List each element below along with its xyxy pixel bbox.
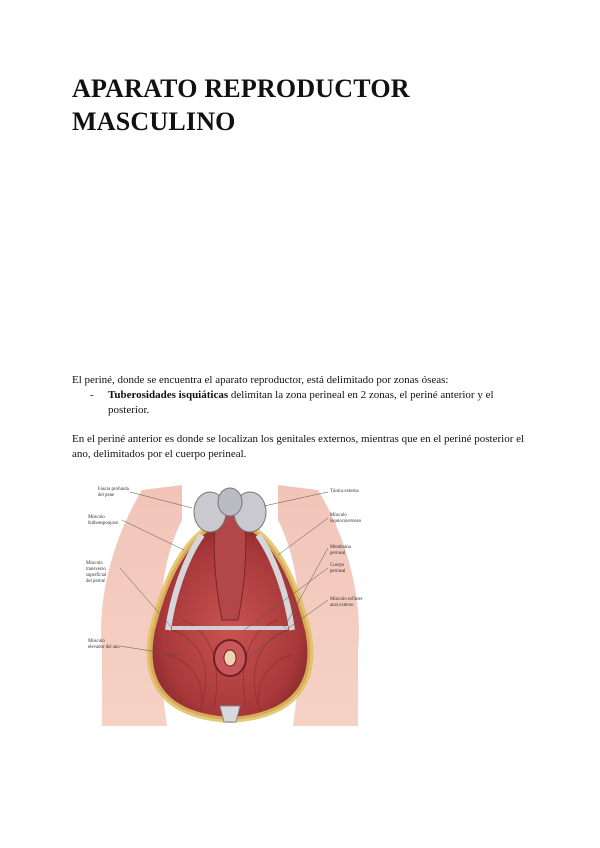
label-isquiocavernoso: Músculo isquiocavernoso <box>330 513 362 524</box>
paragraph-perine-anterior: En el periné anterior es donde se localizan los genitales externos, mientras que en el periné posterior el ano, delimitados por el cuerpo perineal. <box>72 433 525 460</box>
bullet-body: delimitan la zona perineal en 2 zonas, el periné anterior y el posterior. <box>108 389 494 416</box>
page-title <box>72 72 410 138</box>
label-transverso-superficial: Músculo transverso superficial del periné <box>86 561 107 584</box>
coccyx <box>220 706 240 722</box>
label-bulboesponjoso: Músculo bulboesponjoso <box>88 515 119 526</box>
bullet-dash: - <box>90 389 94 401</box>
label-fascia-profunda: Fascia profunda del pene <box>98 487 129 498</box>
label-elevador-ano: Músculo elevador del ano <box>88 639 120 650</box>
label-esfinter-anal: Músculo esfínter anal externo <box>330 597 363 608</box>
penile-fascia <box>218 488 242 516</box>
anal-canal <box>224 650 236 666</box>
anatomy-illustration <box>72 480 388 726</box>
bullet-bold-term: Tuberosidades isquiáticas <box>108 389 229 401</box>
bullet-text <box>108 388 530 418</box>
title-line-1: APARATO REPRODUCTOR <box>72 74 410 103</box>
perineum-anatomy-drawing <box>72 480 388 726</box>
list-item-tuberosidades <box>90 388 530 418</box>
paragraph-perine-intro: El periné, donde se encuentra el aparato reproductor, está delimitado por zonas óseas: <box>72 374 449 386</box>
label-membrana-perineal: Membrana perineal <box>330 545 351 556</box>
label-tunica-externa: Túnica externa <box>330 489 359 494</box>
label-cuerpo-perineal: Cuerpo perineal <box>330 563 346 574</box>
title-line-2: MASCULINO <box>72 107 236 136</box>
